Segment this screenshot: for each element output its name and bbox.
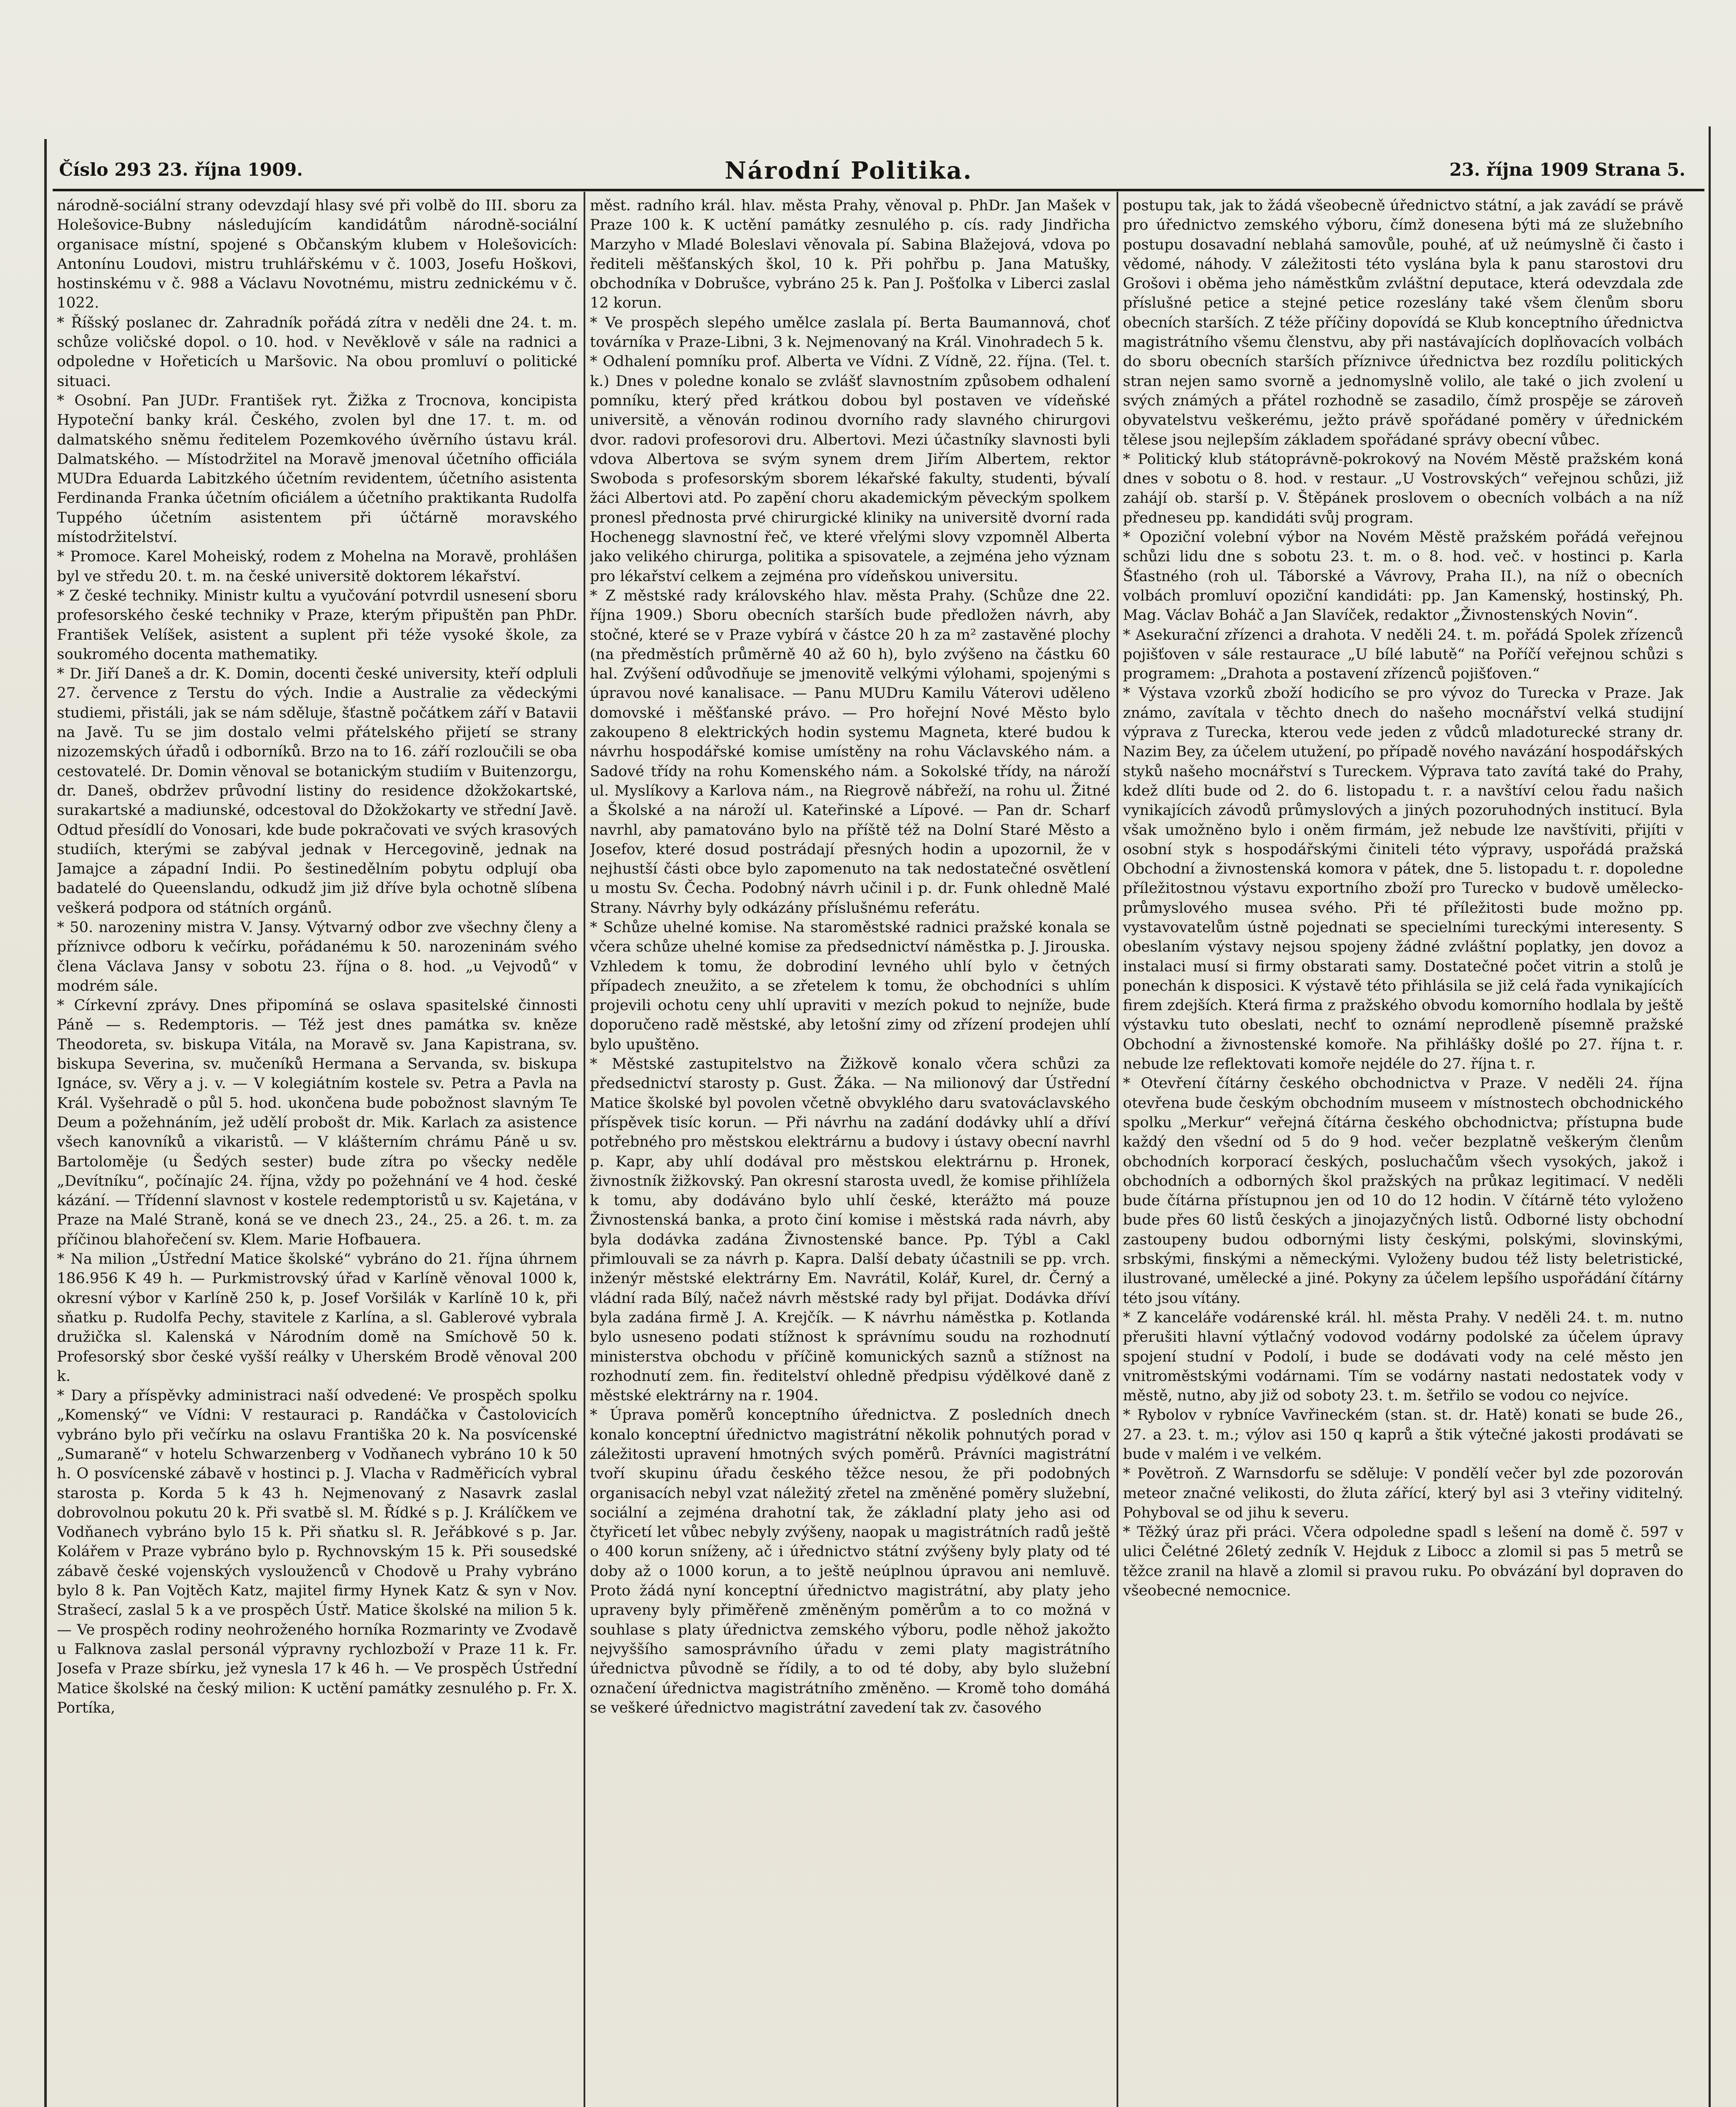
article-paragraph: * Výstava vzorků zboží hodicího se pro vývoz do Turecka v Praze. Jak známo, zavítala v těchto dnech do našeho mocnářství velká studijní výprava z Turecka, kterou vede jeden z vůdců mladoturecké strany dr. Nazim Bey, za účelem utužení, po případě nového navázání hospodářských styků našeho mocnářství s Tureckem. Výprava tato zavítá také do Prahy, kdež dlíti bude od 2. do 6. listopadu t. r. a navštíví celou řadu našich vynikajících závodů průmyslových a jiných pozoruhodných institucí. Byla však umožněno bylo i oněm firmám, jež nebude lze navštíviti, přijíti v osobní styk s hospodářskými činiteli této výpravy, uspořádá pražská Obchodní a živnostenská komora v pátek, dne 5. listopadu t. r. dopoledne příležitostnou výstavu exportního zboží pro Turecko v budově umělecko-průmyslového musea svého. Při té příležitosti bude možno pp. vystavovatelům ústně pojednati se specielními tureckými interesenty. S obeslaním výstavy nejsou spojeny žádné zvláštní poplatky, jen dovoz a instalaci musí si firmy obstarati samy. Dostatečné počet vitrin a stolů je ponechán k disposici. K výstavě této přihlásila se již celá řada vynikajících firem zdejších. Která firma z pražského obvodu komorního hodlala by ještě výstavku tuto obeslati, nechť to oznámí neprodleně písemně pražské Obchodní a živnostenské komoře. Na přihlášky došlé po 27. října t. r. nebude lze reflektovati komoře nejdéle do 27. října t. r. [1123, 685, 1683, 1073]
masthead-title: Národní Politika. [725, 157, 973, 185]
article-paragraph: * Úprava poměrů konceptního úřednictva. Z posledních dnech konalo konceptní úřednictvo magistrátní několik pohnutých porad v záležitosti upravení hmotných svých poměrů. Právníci magistrátní tvoří skupinu úřadu českého těžce nesou, že při podobných organisacích nebyl vzat náležitý zřetel na změněné poměry služební, sociální a zejména drahotní tak, že základní platy jeho asi od čtyřicetí let vůbec nebyly zvýšeny, naopak u magistrátních radů ještě o 400 korun sníženy, ač i úřednictvo státní zvýšeny byly platy od té doby až o 1000 korun, a to ještě neúplnou úpravou ani nemluvě. Proto žádá nyní konceptní úřednictvo magistrátní, aby platy jeho upraveny byly přiměřeně změněným poměrům a to co možná v souhlase s platy úřednictva zemského výboru, podle něhož jakožto nejvyššího samosprávního úřadu v zemi platy magistrátního úřednictva původně se řídily, a to od té doby, aby bylo služební označení úřednictva magistrátního změněno. — Kromě toho domáhá se veškeré úřednictvo magistrátní zavedení tak zv. časového [590, 1407, 1110, 1716]
article-paragraph: * 50. narozeniny mistra V. Jansy. Výtvarný odbor zve všechny členy a příznivce odboru k večírku, pořádanému k 50. narozeninám svého člena Václava Jansy v sobotu 23. října o 8. hod. „u Vejvodů“ v modrém sále. [57, 919, 577, 995]
article-paragraph: * Dary a příspěvky administraci naší odvedené: Ve prospěch spolku „Komenský“ ve Vídni: V restauraci p. Randáčka v Častolovicích vybráno bylo při večírku na oslavu Františka 20 k. Na posvícenské „Sumaraně“ v hotelu Schwarzenberg v Vodňanech vybráno 10 k 50 h. O posvícenské zábavě v hostinci p. J. Vlacha v Radměřicích vybral starosta p. Korda 5 k 43 h. Nejmenovaný z Nasavrk zaslal dobrovolnou pokutu 20 k. Při svatbě sl. M. Řídké s p. J. Králíčkem ve Vodňanech vybráno bylo 15 k. Při sňatku sl. R. Jeřábkové s p. Jar. Kolářem v Praze vybráno bylo p. Rychnovským 15 k. Při sousedské zábavě české vojenských vyslouženců v Chodově u Prahy vybráno bylo 8 k. Pan Vojtěch Katz, majitel firmy Hynek Katz & syn v Nov. Strašecí, zaslal 5 k a ve prospěch Ústř. Matice školské na milion 5 k. — Ve prospěch rodiny neohroženého horníka Rozmarinty ve Zvodavě u Falknova zaslal personál výpravny rychlozboží v Praze 11 k. Fr. Josefa v Praze sbírku, jež vynesla 17 k 46 h. — Ve prospěch Ústřední Matice školské na český milion: K uctění památky zesnulého p. Fr. X. Portíka, [57, 1387, 577, 1716]
article-paragraph: * Otevření čítárny českého obchodnictva v Praze. V neděli 24. října otevřena bude českým obchodním museem v místnostech obchodnického spolku „Merkur“ veřejná čítárna českého obchodnictva; přístupna bude každý den všední od 5 do 9 hod. večer bezplatně veškerým členům obchodních korporací českých, posluchačům všech vysokých, jakož i obchodních a odborných škol pražských na průkaz legitimací. V neděli bude čítárna přístupnou jen od 10 do 12 hodin. V čítárně této vyloženo bude přes 60 listů českých a jinojazyčných listů. Odborné listy obchodní zastoupeny budou odbornými listy českými, polskými, slovinskými, srbskými, finskými a německými. Vyloženy budou též listy beletristické, ilustrované, umělecké a jiné. Pokyny za účelem lepšího uspořádání čítárny této jsou vítány. [1123, 1075, 1683, 1307]
article-paragraph: * Z české techniky. Ministr kultu a vyučování potvrdil usnesení sboru profesorského české techniky v Praze, kterým připuštěn pan PhDr. František Velíšek, asistent a suplent při téže vysoké škole, za soukromého docenta mathematiky. [57, 587, 577, 663]
column-3 [1123, 196, 1683, 2107]
date-and-page: 23. října 1909 Strana 5. [1449, 159, 1685, 180]
issue-number: Číslo 293 23. října 1909. [59, 159, 303, 180]
article-paragraph: * Z městské rady královského hlav. města Prahy. (Schůze dne 22. října 1909.) Sboru obecních starších bude předložen návrh, aby stočné, které se v Praze vybírá v částce 20 h za m² zastavěné plochy (na předměstích průměrně 40 až 60 h), bylo zvýšeno na částku 60 hal. Zvýšení odůvodňuje se jmenovitě velkými výlohami, spojenými s úpravou nové kanalisace. — Panu MUDru Kamilu Váterovi uděleno domovské i měšťanské právo. — Pro hořejní Nové Město bylo zakoupeno 8 elektrických hodin systemu Magneta, které budou k návrhu hospodářské komise umístěny na rohu Václavského nám. a Sadové třídy na rohu Komenského nám. a Sokolské třídy, na nároží ul. Myslíkovy a Karlova nám., na Riegrově nábřeží, na rohu ul. Žitné a Školské a na nároží ul. Kateřinské a Lípové. — Pan dr. Scharf navrhl, aby pamatováno bylo na příště též na Dolní Staré Město a Josefov, které dosud postrádají přesných hodin a upozornil, že v nejhustší části obce bylo zapomenuto na tak nedostatečné osvětlení u mostu Sv. Čecha. Podobný návrh učinil i p. dr. Funk ohledně Malé Strany. Návrhy byly odkázány příslušnému referátu. [590, 587, 1110, 917]
article-paragraph: * Říšský poslanec dr. Zahradník pořádá zítra v neděli dne 24. t. m. schůze voličské dopol. o 10. hod. v Nevěklově v sále na radnici a odpoledne v Hořeticích u Maršovic. Na obou promluví o politické situaci. [57, 314, 577, 390]
column-divider-1 [584, 192, 585, 2107]
article-paragraph: postupu tak, jak to žádá všeobecně úřednictvo státní, a jak zavádí se právě pro úřednictvo zemského výboru, čímž donesena býti má ze služebního postupu dosavadní neblahá samovůle, pouhé, ať už neúmyslně či často i vědomé, náhody. V záležitosti této vyslána byla k panu starostovi dru Grošovi i oběma jeho náměstkům zvláštní deputace, která odevzdala zde příslušné petice a stejné petice rozeslány také všem členům sboru obecních starších. Z téže příčiny dopovídá se Klub konceptního úřednictva magistrátního všemu členstvu, aby při nastávajících doplňovacích volbách do sboru obecních starších příznivce úřednictva bez rozdílu politických stran nejen samo svorně a jednomyslně volilo, ale také o jich zvolení u svých známých a přátel rozhodně se zasadilo, čímž prospěje se zároveň obyvatelstvu veškerému, ježto právě spořádané poměry v úřednickém tělese jsou nejlepším základem spořádané správy obecní vůbec. [1123, 197, 1683, 448]
article-paragraph: * Opoziční volební výbor na Novém Městě pražském pořádá veřejnou schůzi lidu dne s sobotu 23. t. m. o 8. hod. več. v hostinci p. Karla Šťastného (roh ul. Táborské a Vávrovy, Praha II.), na níž o obecních volbách promluví opoziční kandidáti: pp. Jan Kamenský, hostinský, Ph. Mag. Václav Boháč a Jan Slavíček, redaktor „Živnostenských Novin“. [1123, 529, 1683, 624]
article-paragraph: * Asekurační zřízenci a drahota. V neděli 24. t. m. pořádá Spolek zřízenců pojišťoven v sále restaurace „U bílé labutě“ na Poříčí veřejnou schůzi s programem: „Drahota a postavení zřízenců pojišťoven.“ [1123, 626, 1683, 683]
article-paragraph: * Na milion „Ústřední Matice školské“ vybráno do 21. října úhrnem 186.956 K 49 h. — Purkmistrovský úřad v Karlíně věnoval 1000 k, okresní výbor v Karlíně 250 k, p. Josef Voršilák v Karlíně 10 k, při sňatku p. Rudolfa Pechy, stavitele z Karlína, a sl. Gablerové vybrala družička sl. Kalenská v Národním domě na Smíchově 50 k. Profesorský sbor české vyšší reálky v Uherském Brodě věnoval 200 k. [57, 1251, 577, 1385]
column-1 [57, 196, 577, 2107]
article-paragraph: měst. radního král. hlav. města Prahy, věnoval p. PhDr. Jan Mašek v Praze 100 k. K uctění památky zesnulého p. cís. rady Jindřicha Marzyho v Mladé Boleslavi věnovala pí. Sabina Blažejová, vdova po řediteli měšťanských škol, 10 k. Při pohřbu p. Jana Matušky, obchodníka v Dobrušce, vybráno 25 k. Pan J. Pošťolka v Liberci zaslal 12 korun. [590, 197, 1110, 312]
article-paragraph: * Politický klub státoprávně-pokrokový na Novém Městě pražském koná dnes v sobotu o 8. hod. v restaur. „U Vostrovských“ veřejnou schůzi, již zahájí ob. starší p. V. Štěpánek proslovem o obecních volbách a na níž předneseu pp. kandidáti svůj program. [1123, 450, 1683, 526]
article-paragraph: * Ve prospěch slepého umělce zaslala pí. Berta Baumannová, choť továrníka v Praze-Libni, 3 k. Nejmenovaný na Král. Vinohradech 5 k. [590, 314, 1110, 351]
article-paragraph: * Dr. Jiří Daneš a dr. K. Domin, docenti české university, kteří odpluli 27. července z Terstu do vých. Indie a Australie za vědeckými studiemi, přistáli, jak se nám sděluje, šťastně počátkem září v Batavii na Javě. Tu se jim dostalo velmi přátelského přijetí se strany nizozemských úřadů i odborníků. Brzo na to 16. září rozloučili se oba cestovatelé. Dr. Domin věnoval se botanickým studiím v Buitenzorgu, dr. Daneš, obdržev průvodní listiny do residence džokžokartské, surakartské a madiunské, odcestoval do Džokžokarty ve střední Javě. Odtud přesídlí do Vonosari, kde bude pokračovati ve svých krasových studiích, kterými se zabýval jednak v Hercegovině, jednak na Jamajce a západní Indii. Po šestinedělním pobytu odplují oba badatelé do Queenslandu, odkudž jim již dříve byla ochotně slíbena veškerá podpora od státních orgánů. [57, 665, 577, 917]
article-paragraph: * Odhalení pomníku prof. Alberta ve Vídni. Z Vídně, 22. října. (Tel. t. k.) Dnes v poledne konalo se zvlášť slavnostním způsobem odhalení pomníku, který před krátkou dobou byl postaven ve vídeňské universitě, a věnován rodinou dvorního rady slavného chirurgovi dvor. radovi profesorovi dru. Albertovi. Mezi účastníky slavnosti byli vdova Albertova se svým synem drem Jiřím Albertem, rektor Swoboda s profesorským sborem lékařské fakulty, studenti, bývalí žáci Albertovi atd. Po zapění choru akademickým pěveckým spolkem pronesl přednosta prvé chirurgické kliniky na universitě dvorní rada Hochenegg slavnostní řeč, ve které vřelými slovy vzpomněl Alberta jako velikého chirurga, politika a spisovatele, a zejména jeho význam pro lékařství celkem a zejména pro vídeňskou universitu. [590, 353, 1110, 585]
page-edge-right [1709, 126, 1711, 2107]
article-paragraph: národně-sociální strany odevzdají hlasy své při volbě do III. sboru za Holešovice-Bubny následujícím kandidátům národně-sociální organisace místní, spojené s Občanským klubem v Holešovicích: Antonínu Loudovi, mistru truhlářskému v č. 1003, Josefu Hoškovi, hostinskému v č. 988 a Václavu Novotnému, mistru zednickému v č. 1022. [57, 197, 577, 312]
column-divider-2 [1117, 192, 1118, 2107]
article-paragraph: * Z kanceláře vodárenské král. hl. města Prahy. V neděli 24. t. m. nutno přerušiti hlavní výtlačný vodovod vodárny podolské za účelem úpravy spojení studní v Podolí, i bude se dodávati vody na celé město jen vnitroměstskými vodárnami. Tím se vodárny nastati nedostatek vody v městě, nutno, aby již od soboty 23. t. m. šetřilo se vodou co nejvíce. [1123, 1309, 1683, 1405]
article-paragraph: * Povětroň. Z Warnsdorfu se sděluje: V pondělí večer byl zde pozorován meteor značné velikosti, do žluta zářící, který byl asi 3 vteřiny viditelný. Pohyboval se od jihu k severu. [1123, 1465, 1683, 1521]
article-paragraph: * Rybolov v rybníce Vavřineckém (stan. st. dr. Hatě) konati se bude 26., 27. a 23. t. m.; výlov asi 150 q kaprů a štik výtečné jakosti prodávati se bude v malém i ve velkém. [1123, 1407, 1683, 1463]
article-paragraph: * Promoce. Karel Moheiský, rodem z Mohelna na Moravě, prohlášen byl ve středu 20. t. m. na české universitě doktorem lékařství. [57, 548, 577, 585]
article-paragraph: * Těžký úraz při práci. Včera odpoledne spadl s lešení na domě č. 597 v ulici Čelétné 26letý zedník V. Hejduk z Libocc a zlomil si pas 5 metrů se těžce zranil na hlavě a zlomil si pravou ruku. Po obvázání byl dopraven do všeobecné nemocnice. [1123, 1524, 1683, 1600]
header-rule [53, 189, 1704, 191]
article-paragraph: * Městské zastupitelstvo na Žižkově konalo včera schůzi za předsednictví starosty p. Gust. Žáka. — Na milionový dar Ústřední Matice školské byl povolen včetně obvyklého daru svatováclavského příspěvek tisíc korun. — Při návrhu na zadání dodávky uhlí a dříví potřebného pro městskou elektrárnu a budovy i ústavy obecní navrhl p. Kapr, aby uhlí dodával pro městskou elektrárnu p. Hronek, živnostník žižkovský. Pan okresní starosta uvedl, že komise přihlížela k tomu, aby dodáváno bylo uhlí české, kterážto má pouze Živnostenská banka, a proto činí komise i městská rada návrh, aby byla dodávka zadána Živnostenské bance. Pp. Týbl a Cakl přimlouvali se za návrh p. Kapra. Další debaty účastnili se pp. vrch. inženýr městské elektrárny Em. Navrátil, Kolář, Kurel, dr. Černý a vládní rada Bílý, načež návrh městské rady byl přijat. Dodávka dříví byla zadána firmě J. A. Krejčík. — K návrhu náměstka p. Kotlanda bylo usneseno podati stížnost k správnímu soudu na rozhodnutí ministerstva obchodu v příčině komunických saznů a stížnost na rozhodnutí zem. fin. ředitelství ohledně předpisu výdělkové daně z městské elektrárny na r. 1904. [590, 1056, 1110, 1405]
article-paragraph: * Schůze uhelné komise. Na staroměstské radnici pražské konala se včera schůze uhelné komise za předsednictví náměstka p. J. Jirouska. Vzhledem k tomu, že dobrodiní levného uhlí bylo v četných případech zneužito, a se zřetelem k tomu, že obchodníci s uhlím projevili ochotu ceny uhlí upraviti v mezích pokud to nejníže, bude doporučeno radě městské, aby letošní zimy od zřízení prodejen uhlí bylo upuštěno. [590, 919, 1110, 1053]
page-header [51, 157, 1702, 186]
article-paragraph: * Osobní. Pan JUDr. František ryt. Žižka z Trocnova, koncipista Hypoteční banky král. Českého, zvolen byl dne 17. t. m. od dalmatského sněmu ředitelem Pozemkového úvěrního ústavu král. Dalmatského. — Místodržitel na Moravě jmenoval účetního officiála MUDra Eduarda Labitzkého účetním revidentem, účetního asistenta Ferdinanda Franka účetním oficiálem a účetního praktikanta Rudolfa Tuppého účetním asistentem při účtárně moravského místodržitelství. [57, 392, 577, 546]
page-edge-left [44, 139, 47, 2107]
article-paragraph: * Církevní zprávy. Dnes připomíná se oslava spasitelské činnosti Páně — s. Redemptoris. — Též jest dnes památka sv. kněze Theodoreta, sv. biskupa Vitála, na Moravě sv. Jana Kapistrana, sv. biskupa Severina, sv. mučeníků Hermana a Servanda, sv. biskupa Ignáce, sv. Věry a j. v. — V kolegiátním kostele sv. Petra a Pavla na Král. Vyšehradě o půl 5. hod. ukončena bude pobožnost slavným Te Deum a požehnáním, jež udělí probošt dr. Mik. Karlach za asistence všech kanovníků a vikaristů. — V klášterním chrámu Páně u sv. Bartoloměje (u Šedých sester) bude zítra po všecky neděle „Devítníku“, počínajíc 24. října, vždy po požehnání ve 4 hod. české kázání. — Třídenní slavnost v kostele redemptoristů u sv. Kajetána, v Praze na Malé Straně, koná se ve dnech 23., 24., 25. a 26. t. m. za příčinou blahořečení sv. Klem. Marie Hofbauera. [57, 997, 577, 1248]
column-2 [590, 196, 1110, 2107]
